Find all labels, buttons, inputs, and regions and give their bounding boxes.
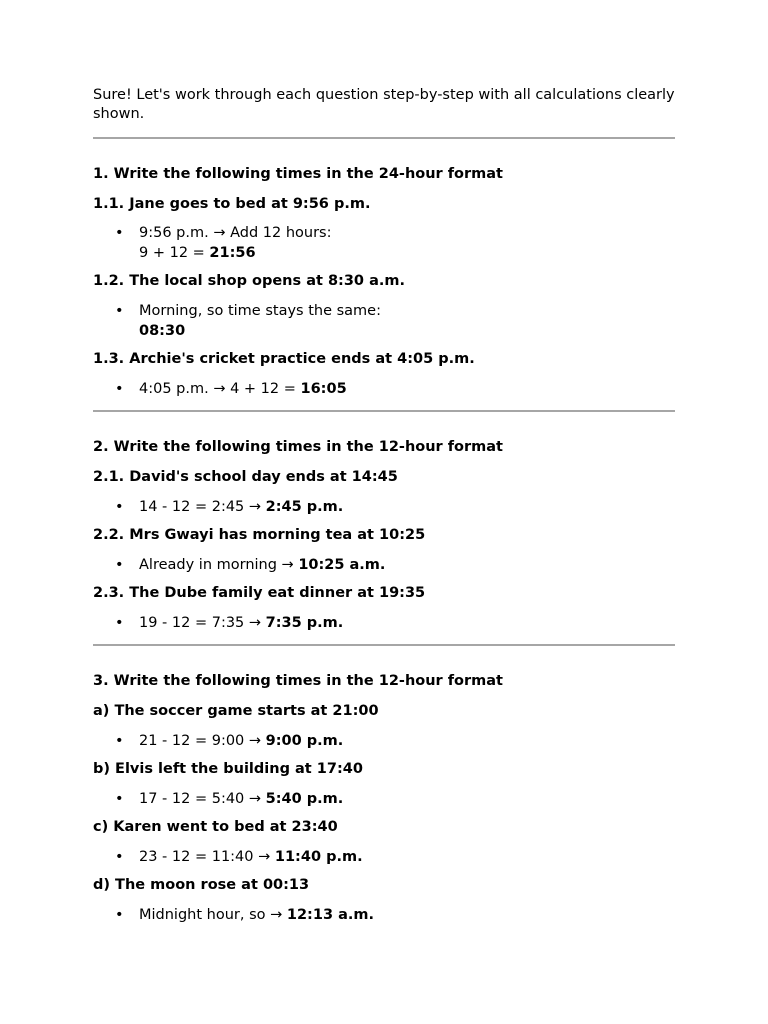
answer-bullet [93,613,675,633]
answer-step: 4:05 p.m. → 4 + 12 = [139,381,301,397]
document [93,86,675,925]
answer-bullet [93,555,675,575]
answer-bullet [93,497,675,517]
answer-value: 16:05 [300,381,347,397]
bullet-dot-icon: • [115,225,124,241]
answer-step: 14 - 12 = 2:45 → [139,499,266,515]
bullet-dot-icon: • [115,733,124,749]
answer-value: 08:30 [139,323,186,339]
answer-bullet [93,379,675,399]
section-title: 2. Write the following times in the 12-hour format [93,439,503,455]
answer-value: 10:25 a.m. [298,557,386,573]
answer-step: Morning, so time stays the same: [139,303,381,319]
bullet-dot-icon: • [115,907,124,923]
answer-step: 23 - 12 = 11:40 → [139,849,275,865]
bullet-dot-icon: • [115,849,124,865]
answer-bullet [93,301,675,341]
answer-bullet [93,847,675,867]
bullet-dot-icon: • [115,499,124,515]
answer-value: 2:45 p.m. [265,499,344,515]
bullet-dot-icon: • [115,615,124,631]
bullet-dot-icon: • [115,791,124,807]
question-title: b) Elvis left the building at 17:40 [93,761,363,777]
answer-value: 9:00 p.m. [265,733,344,749]
answer-step: Midnight hour, so → [139,907,287,923]
question-title: 1.2. The local shop opens at 8:30 a.m. [93,273,405,289]
bullet-dot-icon: • [115,303,124,319]
answer-bullet [93,223,675,263]
bullet-dot-icon: • [115,557,124,573]
answer-bullet [93,731,675,751]
question-title: 1.3. Archie's cricket practice ends at 4:05 p.m. [93,351,475,367]
question-title: c) Karen went to bed at 23:40 [93,819,338,835]
section-title: 1. Write the following times in the 24-hour format [93,166,503,182]
answer-bullet [93,789,675,809]
answer-value: 7:35 p.m. [265,615,344,631]
answer-step: 21 - 12 = 9:00 → [139,733,266,749]
answer-step: 9:56 p.m. → Add 12 hours: [139,225,332,241]
answer-step: 19 - 12 = 7:35 → [139,615,266,631]
question-title: d) The moon rose at 00:13 [93,877,310,893]
question-title: 2.3. The Dube family eat dinner at 19:35 [93,585,426,601]
question-title: 1.1. Jane goes to bed at 9:56 p.m. [93,196,371,212]
answer-step: Already in morning → [139,557,299,573]
question-title: 2.2. Mrs Gwayi has morning tea at 10:25 [93,527,426,543]
answer-value: 5:40 p.m. [265,791,344,807]
bullet-dot-icon: • [115,381,124,397]
answer-value: 11:40 p.m. [274,849,363,865]
section-title: 3. Write the following times in the 12-hour format [93,673,503,689]
answer-step: 17 - 12 = 5:40 → [139,791,266,807]
answer-step: 9 + 12 = [139,245,210,261]
intro-text: Sure! Let's work through each question step-by-step with all calculations clearly shown. [93,87,675,122]
answer-value: 21:56 [209,245,256,261]
answer-bullet [93,905,675,925]
question-title: a) The soccer game starts at 21:00 [93,703,379,719]
question-title: 2.1. David's school day ends at 14:45 [93,469,398,485]
answer-value: 12:13 a.m. [286,907,374,923]
